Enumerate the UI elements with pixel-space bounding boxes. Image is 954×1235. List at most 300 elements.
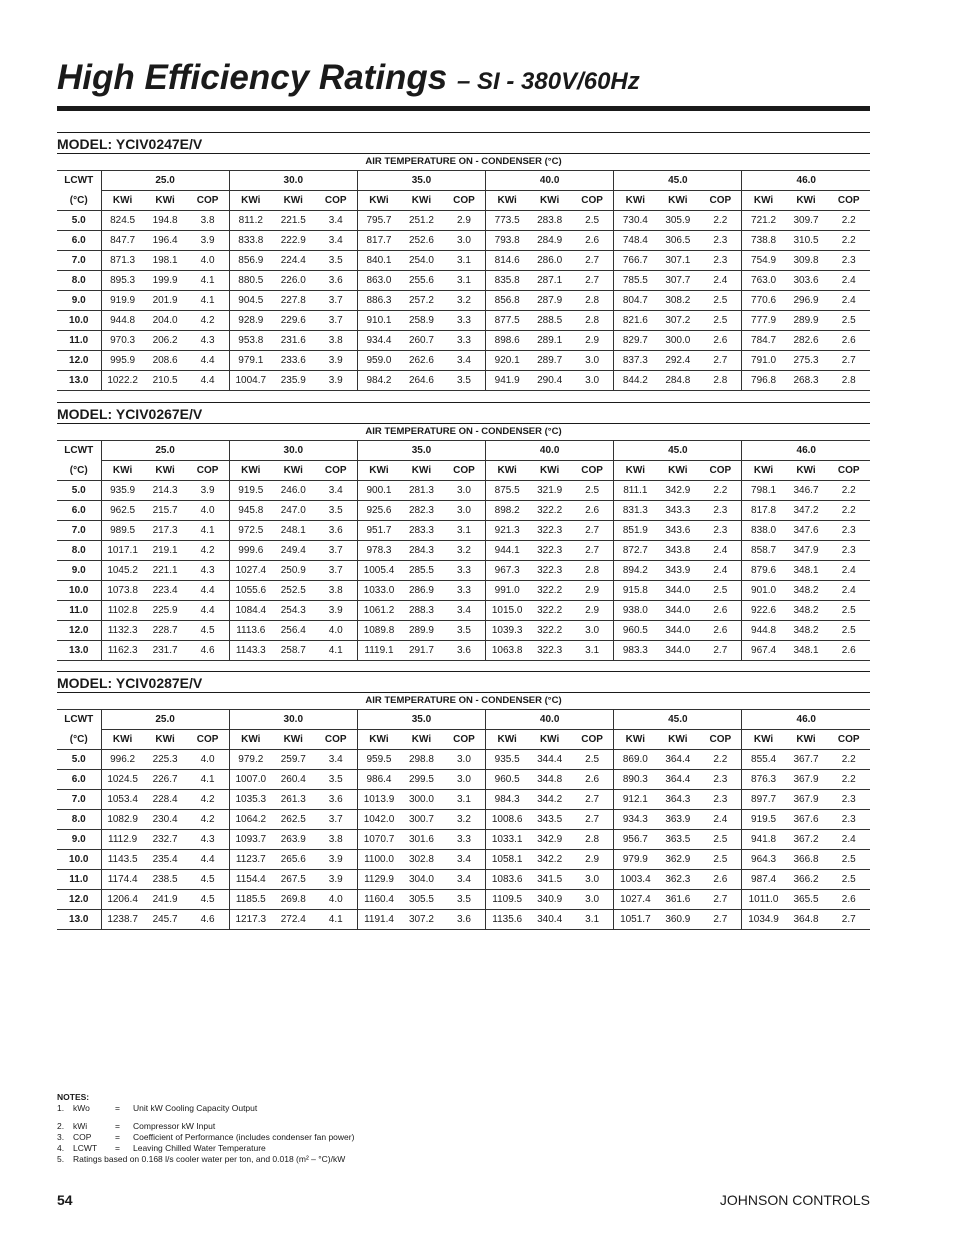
table-cell: 322.2 bbox=[528, 501, 571, 521]
table-cell: 3.9 bbox=[315, 601, 358, 621]
table-cell: 340.9 bbox=[528, 890, 571, 910]
lcwt-cell: 8.0 bbox=[57, 271, 101, 291]
table-cell: 262.6 bbox=[400, 351, 443, 371]
table-cell: 2.7 bbox=[571, 810, 614, 830]
table-cell: 1217.3 bbox=[229, 910, 272, 930]
column-header: KWi bbox=[785, 191, 828, 211]
table-cell: 919.5 bbox=[229, 481, 272, 501]
table-cell: 233.6 bbox=[272, 351, 315, 371]
table-cell: 3.4 bbox=[443, 351, 486, 371]
table-cell: 2.8 bbox=[571, 311, 614, 331]
table-cell: 2.9 bbox=[443, 211, 486, 231]
table-cell: 343.3 bbox=[656, 501, 699, 521]
table-cell: 3.6 bbox=[443, 910, 486, 930]
table-cell: 301.6 bbox=[400, 830, 443, 850]
table-cell: 879.6 bbox=[742, 561, 785, 581]
table-cell: 901.0 bbox=[742, 581, 785, 601]
lcwt-cell: 10.0 bbox=[57, 581, 101, 601]
table-cell: 3.9 bbox=[315, 870, 358, 890]
table-cell: 2.6 bbox=[827, 331, 870, 351]
table-cell: 3.2 bbox=[443, 541, 486, 561]
table-cell: 2.3 bbox=[699, 251, 742, 271]
ratings-table bbox=[57, 709, 870, 930]
table-cell: 292.4 bbox=[656, 351, 699, 371]
table-cell: 3.6 bbox=[443, 641, 486, 661]
table-cell: 2.3 bbox=[699, 501, 742, 521]
table-cell: 1093.7 bbox=[229, 830, 272, 850]
table-cell: 272.4 bbox=[272, 910, 315, 930]
temperature-header: 30.0 bbox=[229, 710, 357, 730]
table-cell: 343.6 bbox=[656, 521, 699, 541]
temperature-header: 40.0 bbox=[486, 710, 614, 730]
table-cell: 953.8 bbox=[229, 331, 272, 351]
note-abbr: kWo bbox=[73, 1103, 90, 1113]
table-cell: 967.3 bbox=[486, 561, 529, 581]
table-cell: 959.0 bbox=[357, 351, 400, 371]
table-cell: 2.5 bbox=[699, 311, 742, 331]
temperature-header: 45.0 bbox=[614, 171, 742, 191]
table-cell: 364.4 bbox=[656, 750, 699, 770]
table-cell: 983.3 bbox=[614, 641, 657, 661]
table-cell: 306.5 bbox=[656, 231, 699, 251]
table-cell: 856.8 bbox=[486, 291, 529, 311]
table-cell: 2.4 bbox=[827, 830, 870, 850]
table-cell: 228.7 bbox=[144, 621, 187, 641]
table-cell: 290.4 bbox=[528, 371, 571, 391]
table-cell: 938.0 bbox=[614, 601, 657, 621]
table-cell: 1027.4 bbox=[614, 890, 657, 910]
table-cell: 264.6 bbox=[400, 371, 443, 391]
table-cell: 877.5 bbox=[486, 311, 529, 331]
table-cell: 269.8 bbox=[272, 890, 315, 910]
table-cell: 2.7 bbox=[571, 790, 614, 810]
table-cell: 2.7 bbox=[827, 351, 870, 371]
table-cell: 1123.7 bbox=[229, 850, 272, 870]
column-header: KWi bbox=[400, 730, 443, 750]
table-cell: 263.9 bbox=[272, 830, 315, 850]
page-title bbox=[57, 58, 870, 102]
table-cell: 3.5 bbox=[443, 371, 486, 391]
table-cell: 268.3 bbox=[785, 371, 828, 391]
table-cell: 289.7 bbox=[528, 351, 571, 371]
table-cell: 348.2 bbox=[785, 621, 828, 641]
table-cell: 365.5 bbox=[785, 890, 828, 910]
table-cell: 2.3 bbox=[699, 521, 742, 541]
table-cell: 1143.3 bbox=[229, 641, 272, 661]
table-cell: 1109.5 bbox=[486, 890, 529, 910]
column-header: KWi bbox=[400, 191, 443, 211]
table-cell: 307.2 bbox=[656, 311, 699, 331]
table-cell: 919.5 bbox=[742, 810, 785, 830]
table-cell: 3.8 bbox=[186, 211, 229, 231]
note-eq: = bbox=[115, 1103, 120, 1113]
table-row bbox=[57, 790, 870, 810]
table-cell: 3.8 bbox=[315, 830, 358, 850]
table-cell: 1073.8 bbox=[101, 581, 144, 601]
note-abbr: LCWT bbox=[73, 1143, 98, 1153]
table-cell: 1003.4 bbox=[614, 870, 657, 890]
table-cell: 222.9 bbox=[272, 231, 315, 251]
column-header: COP bbox=[315, 461, 358, 481]
column-header: COP bbox=[186, 191, 229, 211]
table-cell: 2.3 bbox=[827, 251, 870, 271]
table-cell: 3.0 bbox=[571, 351, 614, 371]
table-cell: 231.6 bbox=[272, 331, 315, 351]
table-cell: 2.5 bbox=[571, 750, 614, 770]
table-cell: 1162.3 bbox=[101, 641, 144, 661]
table-cell: 219.1 bbox=[144, 541, 187, 561]
note-number: 3. bbox=[57, 1132, 65, 1142]
table-cell: 2.2 bbox=[827, 231, 870, 251]
table-cell: 987.4 bbox=[742, 870, 785, 890]
table-cell: 344.0 bbox=[656, 621, 699, 641]
table-cell: 3.9 bbox=[186, 481, 229, 501]
column-header: KWi bbox=[742, 191, 785, 211]
table-row bbox=[57, 910, 870, 930]
column-header: COP bbox=[571, 461, 614, 481]
table-row bbox=[57, 641, 870, 661]
temperature-header: 30.0 bbox=[229, 171, 357, 191]
table-cell: 835.8 bbox=[486, 271, 529, 291]
air-temperature-header: AIR TEMPERATURE ON - CONDENSER (°C) bbox=[365, 695, 562, 706]
table-cell: 3.8 bbox=[315, 331, 358, 351]
table-cell: 2.7 bbox=[571, 541, 614, 561]
table-cell: 2.6 bbox=[699, 870, 742, 890]
table-cell: 869.0 bbox=[614, 750, 657, 770]
table-cell: 920.1 bbox=[486, 351, 529, 371]
table-cell: 309.8 bbox=[785, 251, 828, 271]
table-cell: 748.4 bbox=[614, 231, 657, 251]
table-cell: 221.5 bbox=[272, 211, 315, 231]
table-cell: 847.7 bbox=[101, 231, 144, 251]
table-cell: 2.4 bbox=[827, 271, 870, 291]
lcwt-cell: 9.0 bbox=[57, 291, 101, 311]
model-title: MODEL: YCIV0287E/V bbox=[57, 674, 870, 693]
table-cell: 773.5 bbox=[486, 211, 529, 231]
table-cell: 2.3 bbox=[699, 790, 742, 810]
table-cell: 986.4 bbox=[357, 770, 400, 790]
table-cell: 817.7 bbox=[357, 231, 400, 251]
table-cell: 4.1 bbox=[186, 521, 229, 541]
table-cell: 298.8 bbox=[400, 750, 443, 770]
table-cell: 4.4 bbox=[186, 601, 229, 621]
table-cell: 300.0 bbox=[656, 331, 699, 351]
table-cell: 305.9 bbox=[656, 211, 699, 231]
table-cell: 3.1 bbox=[571, 910, 614, 930]
table-cell: 945.8 bbox=[229, 501, 272, 521]
lcwt-cell: 6.0 bbox=[57, 501, 101, 521]
table-cell: 964.3 bbox=[742, 850, 785, 870]
lcwt-cell: 6.0 bbox=[57, 231, 101, 251]
lcwt-cell: 7.0 bbox=[57, 521, 101, 541]
table-cell: 362.9 bbox=[656, 850, 699, 870]
table-cell: 201.9 bbox=[144, 291, 187, 311]
table-cell: 855.4 bbox=[742, 750, 785, 770]
note-desc: Compressor kW Input bbox=[133, 1121, 216, 1131]
table-cell: 226.0 bbox=[272, 271, 315, 291]
table-cell: 972.5 bbox=[229, 521, 272, 541]
table-cell: 858.7 bbox=[742, 541, 785, 561]
table-cell: 3.4 bbox=[443, 870, 486, 890]
table-cell: 944.1 bbox=[486, 541, 529, 561]
model-section bbox=[57, 132, 870, 391]
table-cell: 262.5 bbox=[272, 810, 315, 830]
table-row bbox=[57, 750, 870, 770]
table-cell: 784.7 bbox=[742, 331, 785, 351]
table-cell: 254.3 bbox=[272, 601, 315, 621]
table-cell: 252.6 bbox=[400, 231, 443, 251]
table-cell: 2.4 bbox=[699, 561, 742, 581]
table-cell: 838.0 bbox=[742, 521, 785, 541]
table-cell: 309.7 bbox=[785, 211, 828, 231]
table-cell: 3.1 bbox=[443, 790, 486, 810]
table-cell: 3.3 bbox=[443, 581, 486, 601]
table-cell: 875.5 bbox=[486, 481, 529, 501]
table-cell: 2.6 bbox=[827, 641, 870, 661]
table-cell: 2.5 bbox=[699, 850, 742, 870]
table-cell: 3.1 bbox=[443, 521, 486, 541]
temperature-header: 35.0 bbox=[357, 710, 485, 730]
table-cell: 346.7 bbox=[785, 481, 828, 501]
column-header: KWi bbox=[144, 191, 187, 211]
table-cell: 2.6 bbox=[827, 890, 870, 910]
table-cell: 1033.0 bbox=[357, 581, 400, 601]
company-name: JOHNSON CONTROLS bbox=[719, 1192, 870, 1208]
lcwt-cell: 13.0 bbox=[57, 641, 101, 661]
table-cell: 289.9 bbox=[785, 311, 828, 331]
table-cell: 2.6 bbox=[571, 770, 614, 790]
lcwt-cell: 11.0 bbox=[57, 331, 101, 351]
table-cell: 344.0 bbox=[656, 601, 699, 621]
table-row bbox=[57, 601, 870, 621]
table-cell: 2.5 bbox=[827, 850, 870, 870]
table-cell: 245.7 bbox=[144, 910, 187, 930]
table-cell: 3.7 bbox=[315, 311, 358, 331]
table-cell: 3.4 bbox=[315, 750, 358, 770]
table-cell: 348.2 bbox=[785, 601, 828, 621]
table-cell: 984.2 bbox=[357, 371, 400, 391]
table-cell: 238.5 bbox=[144, 870, 187, 890]
table-cell: 4.0 bbox=[186, 750, 229, 770]
table-cell: 871.3 bbox=[101, 251, 144, 271]
table-cell: 267.5 bbox=[272, 870, 315, 890]
table-cell: 811.2 bbox=[229, 211, 272, 231]
column-header: COP bbox=[186, 461, 229, 481]
table-cell: 342.9 bbox=[528, 830, 571, 850]
table-cell: 343.9 bbox=[656, 561, 699, 581]
table-cell: 3.9 bbox=[315, 371, 358, 391]
note-item-1 bbox=[57, 1103, 354, 1114]
table-cell: 282.6 bbox=[785, 331, 828, 351]
table-cell: 796.8 bbox=[742, 371, 785, 391]
table-cell: 2.3 bbox=[827, 521, 870, 541]
table-cell: 284.9 bbox=[528, 231, 571, 251]
table-cell: 225.9 bbox=[144, 601, 187, 621]
table-cell: 2.3 bbox=[699, 231, 742, 251]
lcwt-cell: 13.0 bbox=[57, 910, 101, 930]
note-desc: Coefficient of Performance (includes condenser fan power) bbox=[133, 1132, 355, 1142]
table-cell: 3.9 bbox=[315, 351, 358, 371]
table-cell: 206.2 bbox=[144, 331, 187, 351]
lcwt-cell: 7.0 bbox=[57, 251, 101, 271]
column-header: KWi bbox=[528, 461, 571, 481]
table-cell: 4.5 bbox=[186, 890, 229, 910]
note-item-2 bbox=[57, 1121, 354, 1132]
table-cell: 1191.4 bbox=[357, 910, 400, 930]
title-rule bbox=[57, 106, 870, 111]
table-cell: 310.5 bbox=[785, 231, 828, 251]
table-cell: 3.0 bbox=[443, 481, 486, 501]
column-header: COP bbox=[443, 191, 486, 211]
table-cell: 2.7 bbox=[571, 251, 614, 271]
table-cell: 851.9 bbox=[614, 521, 657, 541]
table-cell: 886.3 bbox=[357, 291, 400, 311]
table-cell: 299.5 bbox=[400, 770, 443, 790]
table-cell: 1154.4 bbox=[229, 870, 272, 890]
temperature-header: 35.0 bbox=[357, 171, 485, 191]
temperature-header: 45.0 bbox=[614, 441, 742, 461]
table-cell: 934.3 bbox=[614, 810, 657, 830]
table-cell: 3.0 bbox=[443, 231, 486, 251]
lcwt-cell: 11.0 bbox=[57, 870, 101, 890]
table-cell: 2.9 bbox=[571, 601, 614, 621]
table-cell: 2.5 bbox=[699, 291, 742, 311]
table-cell: 217.3 bbox=[144, 521, 187, 541]
table-cell: 996.2 bbox=[101, 750, 144, 770]
table-cell: 984.3 bbox=[486, 790, 529, 810]
table-cell: 785.5 bbox=[614, 271, 657, 291]
table-cell: 235.9 bbox=[272, 371, 315, 391]
column-header: COP bbox=[186, 730, 229, 750]
table-cell: 2.5 bbox=[827, 601, 870, 621]
table-cell: 4.5 bbox=[186, 621, 229, 641]
lcwt-cell: 10.0 bbox=[57, 850, 101, 870]
lcwt-cell: 11.0 bbox=[57, 601, 101, 621]
table-cell: 3.4 bbox=[443, 850, 486, 870]
table-cell: 1102.8 bbox=[101, 601, 144, 621]
lcwt-unit-header: (°C) bbox=[57, 191, 101, 211]
table-cell: 959.5 bbox=[357, 750, 400, 770]
column-header: KWi bbox=[486, 461, 529, 481]
table-cell: 4.2 bbox=[186, 311, 229, 331]
table-cell: 241.9 bbox=[144, 890, 187, 910]
table-cell: 2.7 bbox=[699, 641, 742, 661]
note-spacer bbox=[57, 1114, 354, 1121]
table-row bbox=[57, 351, 870, 371]
note-item-4 bbox=[57, 1143, 354, 1154]
table-cell: 246.0 bbox=[272, 481, 315, 501]
table-cell: 1113.6 bbox=[229, 621, 272, 641]
column-header: COP bbox=[699, 730, 742, 750]
temperature-header: 45.0 bbox=[614, 710, 742, 730]
table-cell: 989.5 bbox=[101, 521, 144, 541]
table-cell: 2.5 bbox=[827, 311, 870, 331]
table-cell: 1119.1 bbox=[357, 641, 400, 661]
table-cell: 367.9 bbox=[785, 790, 828, 810]
table-cell: 915.8 bbox=[614, 581, 657, 601]
table-cell: 344.4 bbox=[528, 750, 571, 770]
table-cell: 3.3 bbox=[443, 830, 486, 850]
table-cell: 770.6 bbox=[742, 291, 785, 311]
lcwt-cell: 5.0 bbox=[57, 481, 101, 501]
table-cell: 798.1 bbox=[742, 481, 785, 501]
table-cell: 3.1 bbox=[571, 641, 614, 661]
lcwt-cell: 13.0 bbox=[57, 371, 101, 391]
table-cell: 344.8 bbox=[528, 770, 571, 790]
table-cell: 260.4 bbox=[272, 770, 315, 790]
table-cell: 967.4 bbox=[742, 641, 785, 661]
table-cell: 2.8 bbox=[699, 371, 742, 391]
note-desc: Leaving Chilled Water Temperature bbox=[133, 1143, 266, 1153]
table-cell: 2.6 bbox=[699, 331, 742, 351]
table-cell: 361.6 bbox=[656, 890, 699, 910]
table-cell: 3.0 bbox=[443, 501, 486, 521]
table-cell: 1008.6 bbox=[486, 810, 529, 830]
table-cell: 4.3 bbox=[186, 561, 229, 581]
table-cell: 2.5 bbox=[827, 621, 870, 641]
model-rule bbox=[57, 671, 870, 672]
table-cell: 960.5 bbox=[614, 621, 657, 641]
table-cell: 793.8 bbox=[486, 231, 529, 251]
temperature-header: 35.0 bbox=[357, 441, 485, 461]
table-cell: 824.5 bbox=[101, 211, 144, 231]
table-cell: 912.1 bbox=[614, 790, 657, 810]
table-cell: 928.9 bbox=[229, 311, 272, 331]
table-row bbox=[57, 211, 870, 231]
table-row bbox=[57, 231, 870, 251]
table-cell: 1160.4 bbox=[357, 890, 400, 910]
table-cell: 814.6 bbox=[486, 251, 529, 271]
table-cell: 999.6 bbox=[229, 541, 272, 561]
column-header: KWi bbox=[272, 191, 315, 211]
temperature-header: 46.0 bbox=[742, 710, 870, 730]
table-cell: 3.9 bbox=[186, 231, 229, 251]
table-row bbox=[57, 331, 870, 351]
table-cell: 1022.2 bbox=[101, 371, 144, 391]
table-cell: 2.2 bbox=[827, 501, 870, 521]
table-cell: 2.7 bbox=[699, 351, 742, 371]
table-cell: 340.4 bbox=[528, 910, 571, 930]
table-cell: 226.7 bbox=[144, 770, 187, 790]
column-header: KWi bbox=[101, 461, 144, 481]
table-cell: 248.1 bbox=[272, 521, 315, 541]
table-cell: 2.7 bbox=[827, 910, 870, 930]
table-cell: 3.2 bbox=[443, 810, 486, 830]
table-cell: 281.3 bbox=[400, 481, 443, 501]
table-cell: 2.2 bbox=[699, 211, 742, 231]
table-cell: 1045.2 bbox=[101, 561, 144, 581]
table-cell: 366.2 bbox=[785, 870, 828, 890]
air-temperature-header: AIR TEMPERATURE ON - CONDENSER (°C) bbox=[365, 156, 562, 167]
table-cell: 2.7 bbox=[571, 271, 614, 291]
table-cell: 194.8 bbox=[144, 211, 187, 231]
model-rule bbox=[57, 132, 870, 133]
table-cell: 4.1 bbox=[186, 770, 229, 790]
lcwt-cell: 7.0 bbox=[57, 790, 101, 810]
lcwt-header: LCWT bbox=[57, 441, 101, 461]
table-cell: 322.3 bbox=[528, 641, 571, 661]
column-header: KWi bbox=[272, 730, 315, 750]
table-cell: 1238.7 bbox=[101, 910, 144, 930]
column-header: KWi bbox=[229, 191, 272, 211]
table-cell: 3.8 bbox=[315, 581, 358, 601]
table-row bbox=[57, 561, 870, 581]
page-title-main: High Efficiency Ratings bbox=[57, 58, 448, 97]
table-cell: 308.2 bbox=[656, 291, 699, 311]
table-cell: 247.0 bbox=[272, 501, 315, 521]
table-cell: 898.6 bbox=[486, 331, 529, 351]
table-cell: 3.0 bbox=[571, 621, 614, 641]
